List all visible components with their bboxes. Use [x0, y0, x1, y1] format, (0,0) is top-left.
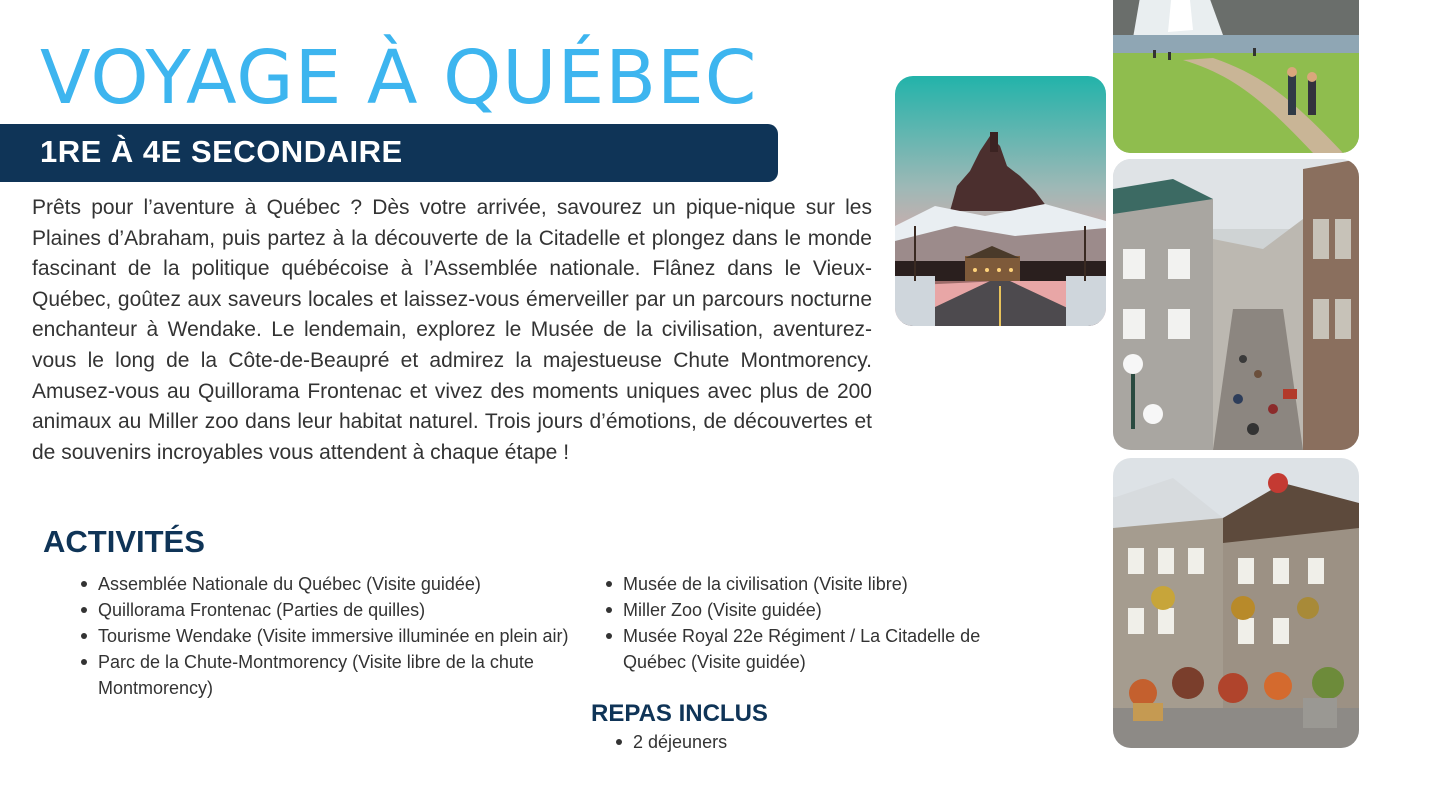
grade-banner-label: 1RE À 4E SECONDAIRE: [40, 134, 403, 169]
list-item: Musée de la civilisation (Visite libre): [603, 571, 1023, 597]
list-item: Tourisme Wendake (Visite immersive illuminée en plein air): [78, 623, 576, 649]
list-item: Quillorama Frontenac (Parties de quilles): [78, 597, 576, 623]
activities-list-right: [603, 571, 1023, 675]
montmorency-falls-photo: [1113, 0, 1359, 153]
page-title: VOYAGE À QUÉBEC: [40, 35, 758, 121]
meals-heading: REPAS INCLUS: [591, 700, 768, 727]
chateau-frontenac-photo: [895, 76, 1106, 326]
activities-heading: ACTIVITÉS: [43, 524, 205, 559]
intro-paragraph: Prêts pour l’aventure à Québec ? Dès votre arrivée, savourez un pique-nique sur les Plaines d’Abraham, puis partez à la découverte de la Citadelle et plongez dans le monde fascinant de la politique québécoise à l’Assemblée nationale. Flânez dans le Vieux-Québec, goûtez aux saveurs locales et laissez-vous émerveiller par un parcours nocturne enchanteur à Wendake. Le lendemain, explorez le Musée de la civilisation, aventurez-vous le long de la Côte-de-Beaupré et admirez la majestueuse Chute Montmorency. Amusez-vous au Quillorama Frontenac et vivez des moments uniques avec plus de 200 animaux au Miller zoo dans leur habitat naturel. Trois jours d’émotions, de découvertes et de souvenirs incroyables vous attendent à chaque étape !: [32, 196, 872, 464]
list-item: Parc de la Chute-Montmorency (Visite libre de la chute Montmorency): [78, 649, 576, 701]
grade-banner: [0, 124, 778, 182]
list-item: 2 déjeuners: [613, 729, 913, 755]
activities-list-left: [78, 571, 576, 701]
list-item: Miller Zoo (Visite guidée): [603, 597, 1023, 623]
meals-list: [613, 729, 913, 755]
list-item: Musée Royal 22e Régiment / La Citadelle de Québec (Visite guidée): [603, 623, 1023, 675]
old-quebec-street-photo: [1113, 159, 1359, 450]
list-item: Assemblée Nationale du Québec (Visite guidée): [78, 571, 576, 597]
place-royale-square-photo: [1113, 458, 1359, 748]
